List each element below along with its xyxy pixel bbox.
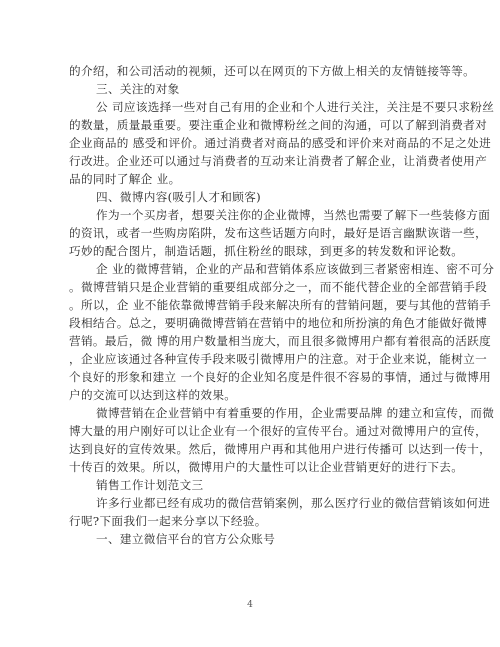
text-line: 许多行业都已经有成功的微信营销案例，那么医疗行业的微信营销该如何进 <box>96 496 491 510</box>
text-line: 个良好的形象和建立 一个良好的企业知名度是件很不容易的事情，通过与微博用 <box>69 370 492 384</box>
text-line: 微博营销在企业营销中有着重要的作用，企业需要品牌 的建立和宣传，而微 <box>96 406 495 420</box>
section-heading: 四、微博内容(吸引人才和顾客) <box>96 190 262 204</box>
text-line: 作为一个买房者，想要关注你的企业微博，当然也需要了解下一些装修方面 <box>96 208 491 222</box>
text-line: 营销。最后，微 博的用户数量相当庞大，而且很多微博用户都有着很高的活跃度 <box>69 334 492 348</box>
text-line: 的资讯，或者一些购房陷阱，发布这些话题方向时，最好是语言幽默诙谐一些， <box>69 226 488 240</box>
text-line: 十传百的效果。所以，微博用户的大量性可以让企业营销更好的进行下去。 <box>69 460 464 474</box>
text-line: 品的同时了解企 业。 <box>69 172 181 186</box>
text-line: 行改进。企业还可以通过与消费者的互动来让消费者了解企业，让消费者使用产 <box>69 154 488 168</box>
text-line: 。所以，企 业不能依靠微博营销手段来解决所有的营销问题，要与其他的营销手 <box>69 298 492 312</box>
text-line: 行呢?下面我们一起来分享以下经验。 <box>69 514 267 528</box>
text-line: 企 业的微博营销，企业的产品和营销体系应该做到三者紧密相连、密不可分 <box>96 262 495 276</box>
section-heading: 一、建立微信平台的官方公众账号 <box>96 532 276 546</box>
text-line: 的数量，质量最重要。要注重企业和微博粉丝之间的沟通，可以了解到消费者对 <box>69 118 488 132</box>
text-line: 户的交流可以达到这样的效果。 <box>69 388 237 402</box>
text-line: 博大量的用户刚好可以让企业有一个很好的宣传平台。通过对微博用户的宣传， <box>69 424 488 438</box>
text-line: 的介绍，和公司活动的视频，还可以在网页的下方做上相关的友情链接等等。 <box>69 64 476 78</box>
text-line: ，企业应该通过各种宣传手段来吸引微博用户的注意。对于企业来说，能树立一 <box>69 352 488 366</box>
text-line: 达到良好的宣传效果。然后，微博用户再和其他用户进行传播可 以达到一传十， <box>69 442 492 456</box>
text-line: 企业商品的 感受和评价。通过消费者对商品的感受和评价来对商品的不足之处进 <box>69 136 492 150</box>
text-line: 。微博营销只是企业营销的重要组成部分之一，而不能代替企业的全部营销手段 <box>69 280 488 294</box>
page-number: 4 <box>247 600 253 610</box>
text-line: 公 司应该选择一些对自己有用的企业和个人进行关注，关注是不要只求粉丝 <box>96 100 495 114</box>
section-heading: 三、关注的对象 <box>96 82 180 96</box>
text-line: 段相结合。总之，要明确微博营销在营销中的地位和所扮演的角色才能做好微博 <box>69 316 488 330</box>
text-line: 巧妙的配合图片，制造话题，抓住粉丝的眼球，到更多的转发数和评论数。 <box>69 244 464 258</box>
section-heading: 销售工作计划范文三 <box>96 478 204 492</box>
